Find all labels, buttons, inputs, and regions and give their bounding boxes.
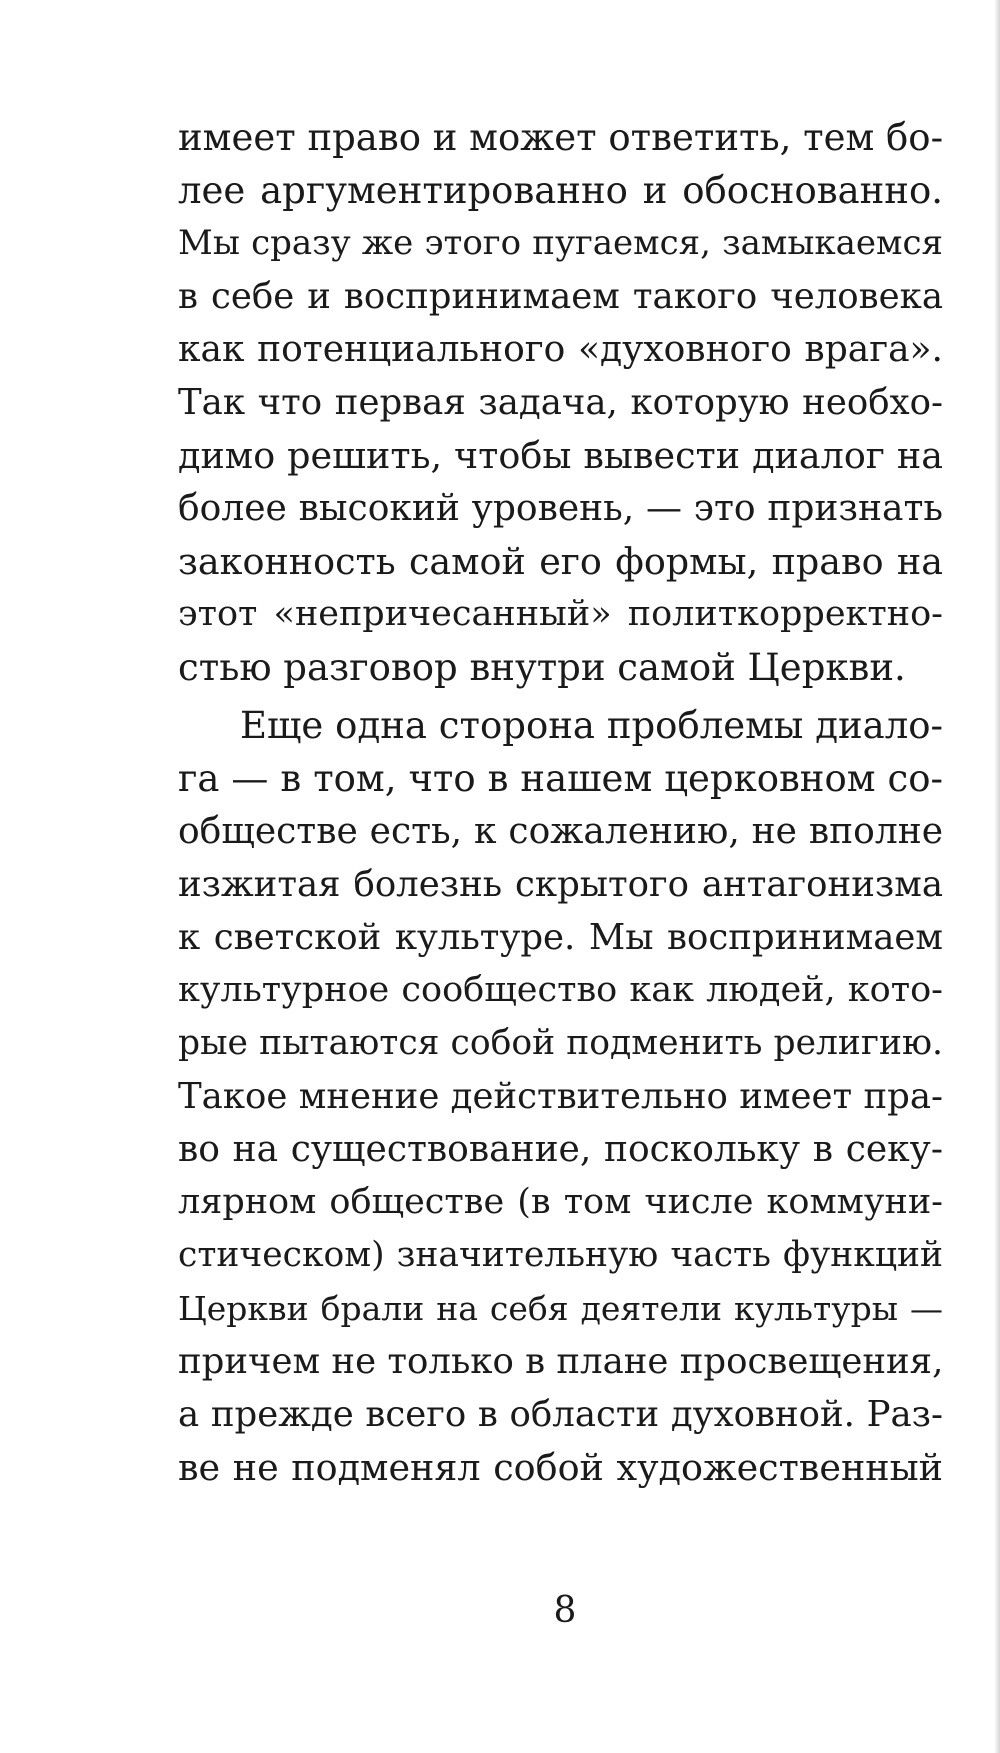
text-line: рые пытаются собой подменить религию. bbox=[178, 1023, 943, 1063]
text-line: а прежде всего в области духовной. Раз- bbox=[178, 1394, 943, 1435]
text-line: Еще одна сторона проблемы диало- bbox=[240, 704, 943, 747]
body-text bbox=[178, 111, 943, 1494]
text-line: лярном обществе (в том числе коммуни- bbox=[178, 1182, 943, 1222]
text-line: лее аргументированно и обоснованно. bbox=[178, 169, 943, 212]
text-line: более высокий уровень, — это признать bbox=[178, 488, 943, 529]
text-line: Церкви брали на себя деятели культуры — bbox=[178, 1289, 943, 1328]
page-edge-shadow bbox=[994, 0, 1000, 1753]
text-line: имеет право и может ответить, тем бо- bbox=[178, 116, 944, 159]
text-line: Так что первая задача, которую необхо- bbox=[178, 382, 943, 423]
text-line: Мы сразу же этого пугаемся, замыкаемся bbox=[178, 223, 943, 263]
page-number: 8 bbox=[553, 1590, 577, 1631]
text-line: культурное сообщество как людей, кото- bbox=[178, 970, 943, 1010]
paragraph-2 bbox=[178, 699, 943, 1494]
text-line: к светской культуре. Мы воспринимаем bbox=[178, 917, 943, 958]
text-line: во на существование, поскольку в секу- bbox=[178, 1129, 943, 1170]
text-line: в себе и воспринимаем такого человека bbox=[178, 276, 943, 317]
text-line: Такое мнение действительно имеет пра- bbox=[178, 1076, 943, 1117]
text-line: стью разговор внутри самой Церкви. bbox=[178, 646, 906, 689]
text-line: стическом) значительную часть функций bbox=[178, 1235, 943, 1275]
text-line: как потенциального «духовного врага». bbox=[178, 329, 943, 370]
text-line: изжитая болезнь скрытого антагонизма bbox=[178, 864, 943, 905]
text-line: га — в том, что в нашем церковном со- bbox=[178, 757, 943, 800]
text-line: причем не только в плане просвещения, bbox=[178, 1341, 944, 1382]
paragraph-1 bbox=[178, 111, 943, 694]
text-line: димо решить, чтобы вывести диалог на bbox=[178, 434, 943, 477]
text-line: законность самой его формы, право на bbox=[178, 540, 943, 583]
text-line: обществе есть, к сожалению, не вполне bbox=[178, 811, 943, 852]
text-line: этот «непричесанный» политкорректно- bbox=[178, 594, 943, 634]
text-line: ве не подменял собой художественный bbox=[178, 1446, 943, 1489]
